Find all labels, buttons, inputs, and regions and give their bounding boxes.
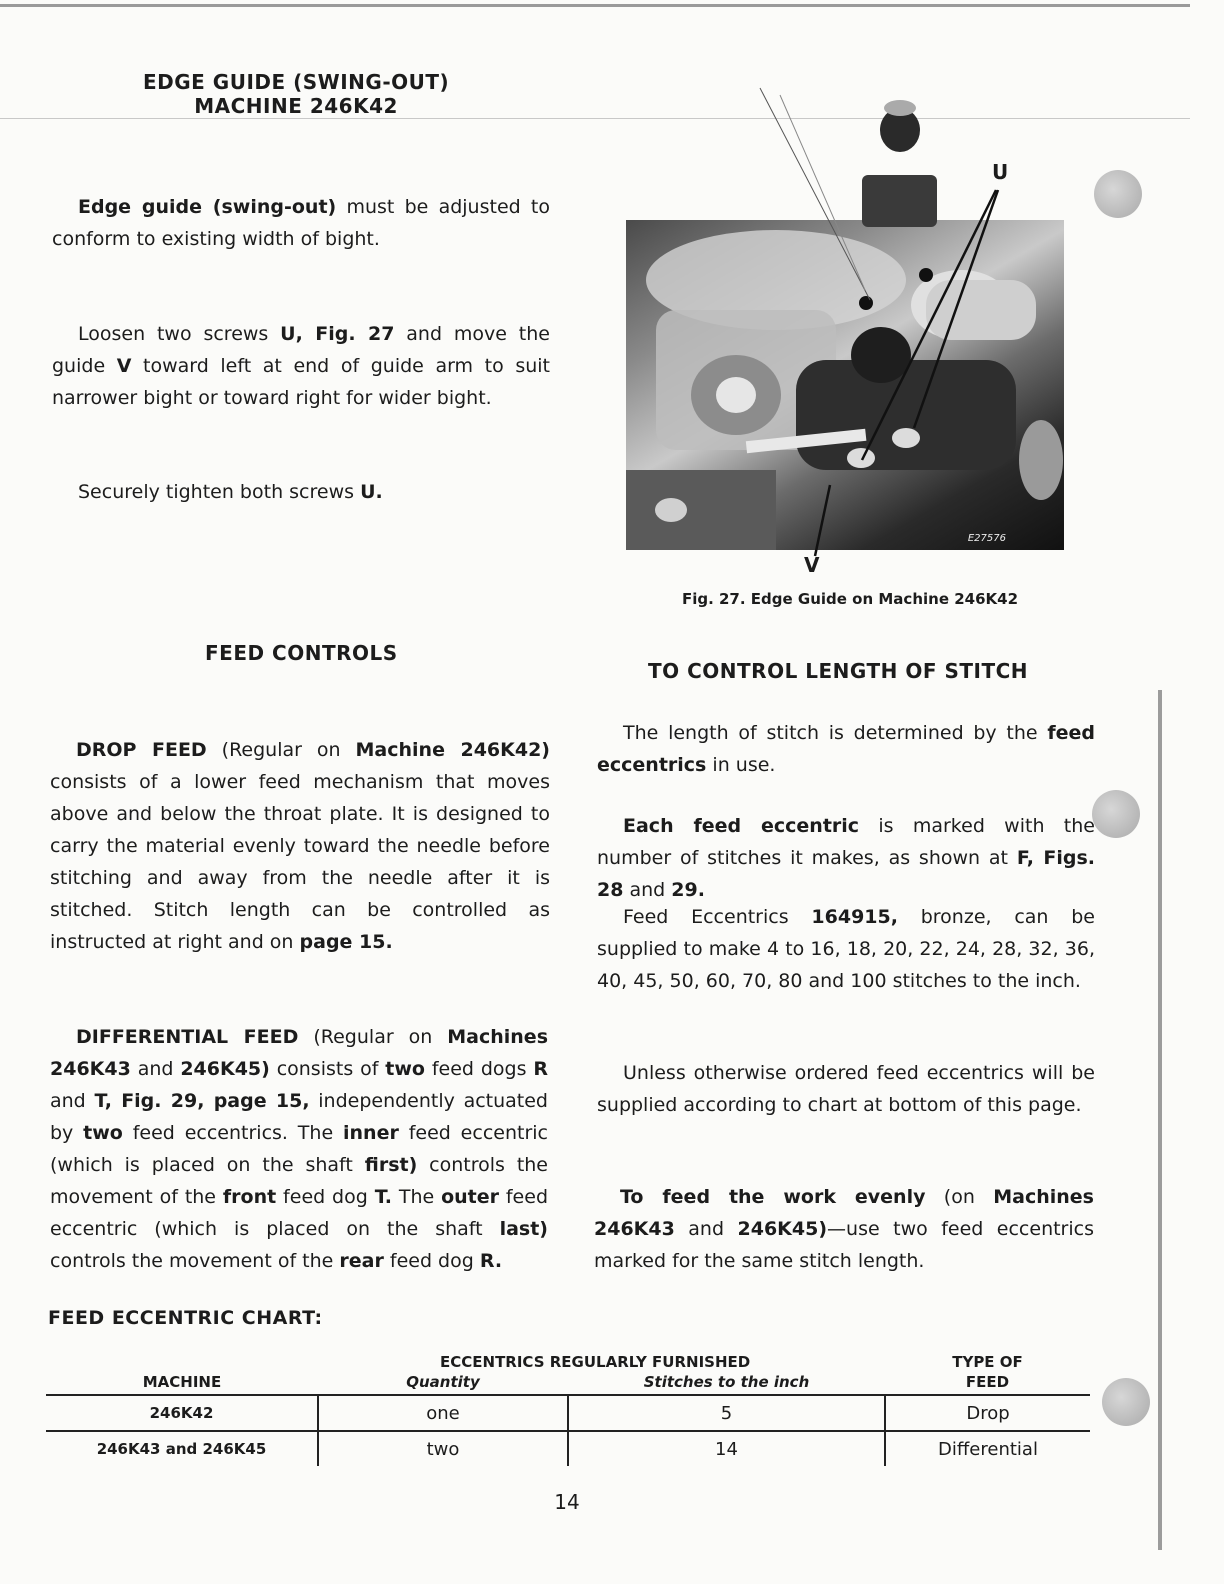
bold-text: T. xyxy=(374,1186,392,1208)
bold-text: To feed the work evenly xyxy=(620,1186,926,1208)
bold-text: feed eccentrics xyxy=(597,722,1095,776)
bold-text: U. xyxy=(360,481,383,503)
feed-controls-title: FEED CONTROLS xyxy=(205,641,398,665)
col-header-machine: MACHINE xyxy=(142,1373,222,1391)
text-run: toward left at end of guide arm to suit narrower bight or toward right for wider bight. xyxy=(52,355,550,409)
thread-guide-drawing xyxy=(862,175,937,227)
col-header-quantity: Quantity xyxy=(406,1373,480,1391)
stitch-length-paragraph-5 xyxy=(594,1181,1094,1277)
binder-hole-middle xyxy=(1092,790,1140,838)
text-run: and xyxy=(50,1090,95,1112)
text-run: feed dog xyxy=(383,1250,480,1272)
text-run: and xyxy=(623,879,672,901)
bold-text: F, Figs. 28 xyxy=(597,847,1095,901)
cell-machine: 246K42 xyxy=(46,1395,318,1431)
text-run: is marked with the number of stitches it makes, as shown at xyxy=(597,815,1095,869)
bold-text: R. xyxy=(479,1250,503,1272)
col-header-eccentrics: ECCENTRICS REGULARLY FURNISHED xyxy=(440,1353,751,1371)
text-run: and xyxy=(674,1218,738,1240)
bold-text: Machines 246K43 xyxy=(50,1026,549,1080)
bold-text: 164915, xyxy=(811,906,898,928)
stitch-length-paragraph-4 xyxy=(597,1057,1095,1121)
text-run: must be adjusted to conform to existing width of bight. xyxy=(52,196,550,250)
bold-text: first) xyxy=(364,1154,418,1176)
bold-text: Each feed eccentric xyxy=(623,815,860,837)
bold-text: Machines 246K43 xyxy=(594,1186,1094,1240)
bold-text: DROP FEED xyxy=(76,739,207,761)
table-header-row-1 xyxy=(46,1352,1090,1372)
cell-machine: 246K43 and 246K45 xyxy=(46,1431,318,1466)
differential-feed-paragraph xyxy=(50,1021,548,1277)
text-run: independently actuated by xyxy=(50,1090,548,1144)
bold-text: front xyxy=(222,1186,277,1208)
label-u: U xyxy=(992,160,1009,184)
bold-text: V xyxy=(116,355,132,377)
text-run: Feed Eccentrics xyxy=(623,906,812,928)
cell-quantity: two xyxy=(318,1431,568,1466)
bold-text: T, Fig. 29, page 15, xyxy=(94,1090,310,1112)
bold-text: page 15. xyxy=(299,931,393,953)
text-run: The xyxy=(391,1186,442,1208)
cell-type: Differential xyxy=(885,1431,1090,1466)
text-run: feed eccentric (which is placed on the shaft xyxy=(50,1186,549,1240)
photo-code: E27576 xyxy=(967,533,1006,544)
bold-text: rear xyxy=(339,1250,384,1272)
col-header-type-line1: TYPE OF xyxy=(952,1353,1023,1371)
col-header-stitches: Stitches to the inch xyxy=(643,1373,810,1391)
text-run: (on xyxy=(925,1186,994,1208)
text-run: feed dogs xyxy=(424,1058,534,1080)
stitch-length-paragraph-2 xyxy=(597,810,1095,906)
figure-caption: Fig. 27. Edge Guide on Machine 246K42 xyxy=(681,590,1019,608)
text-run: feed dog xyxy=(276,1186,375,1208)
page-number: 14 xyxy=(554,1490,580,1514)
text-run: in use. xyxy=(706,754,776,776)
bold-text: 29. xyxy=(671,879,705,901)
bold-text: R xyxy=(533,1058,548,1080)
text-run: consists of xyxy=(269,1058,386,1080)
bold-text: 246K45) xyxy=(737,1218,828,1240)
text-run: controls the movement of the xyxy=(50,1154,548,1208)
text-run: The length of stitch is determined by the xyxy=(623,722,1048,744)
text-run: and move the guide xyxy=(52,323,550,377)
stitch-length-title: TO CONTROL LENGTH OF STITCH xyxy=(648,659,1029,683)
stitch-length-paragraph-3 xyxy=(597,901,1095,997)
text-run: feed eccentric (which is placed on the shaft xyxy=(50,1122,548,1176)
cell-stitches: 5 xyxy=(568,1395,885,1431)
bold-text: outer xyxy=(441,1186,499,1208)
bold-text: Edge guide (swing-out) xyxy=(78,196,337,218)
cell-stitches: 14 xyxy=(568,1431,885,1466)
bold-text: last) xyxy=(499,1218,548,1240)
bold-text: DIFFERENTIAL FEED xyxy=(76,1026,299,1048)
bold-text: inner xyxy=(343,1122,399,1144)
text-run: Unless otherwise ordered feed eccentrics will be supplied according to chart at bottom of this page. xyxy=(597,1062,1095,1116)
table-row xyxy=(46,1395,1090,1431)
figure-leader-lines xyxy=(0,0,1224,600)
cell-type: Drop xyxy=(885,1395,1090,1431)
bold-text: Machine 246K42) xyxy=(355,739,550,761)
feed-eccentric-table xyxy=(46,1352,1090,1466)
text-run: controls the movement of the xyxy=(50,1250,340,1272)
chart-title: FEED ECCENTRIC CHART: xyxy=(48,1307,323,1329)
text-run: —use two feed eccentrics marked for the same stitch length. xyxy=(594,1218,1094,1272)
text-run: (Regular on xyxy=(206,739,356,761)
stitch-length-paragraph-1 xyxy=(597,717,1095,781)
binder-hole-bottom xyxy=(1102,1378,1150,1426)
text-run: bronze, can be supplied to make 4 to 16, 18, 20, 22, 24, 28, 32, 36, 40, 45, 50, 60, 70, 80 and 100 stitches to the inch. xyxy=(597,906,1095,992)
edge-guide-title: EDGE GUIDE (SWING-OUT) MACHINE 246K42 xyxy=(143,70,450,118)
bold-text: U, Fig. 27 xyxy=(280,323,395,345)
text-run: (Regular on xyxy=(298,1026,448,1048)
bold-text: two xyxy=(385,1058,425,1080)
text-run: Loosen two screws xyxy=(78,323,281,345)
text-run: and xyxy=(130,1058,181,1080)
label-v: V xyxy=(804,553,820,577)
bold-text: 246K45) xyxy=(180,1058,270,1080)
text-run: Securely tighten both screws xyxy=(78,481,361,503)
bold-text: two xyxy=(83,1122,123,1144)
col-header-type-line2: FEED xyxy=(965,1373,1010,1391)
drop-feed-paragraph xyxy=(50,734,550,958)
table-row xyxy=(46,1431,1090,1466)
text-run: feed eccentrics. The xyxy=(122,1122,344,1144)
cell-quantity: one xyxy=(318,1395,568,1431)
scan-right-edge xyxy=(1158,690,1162,1550)
text-run: consists of a lower feed mechanism that moves above and below the throat plate. It is designed to carry the material evenly toward the needle before stitching and away from the needle after it is stitched. Stitch length can be controlled as instructed at right and on xyxy=(50,771,550,953)
edge-guide-subtitle: MACHINE 246K42 xyxy=(194,94,398,118)
